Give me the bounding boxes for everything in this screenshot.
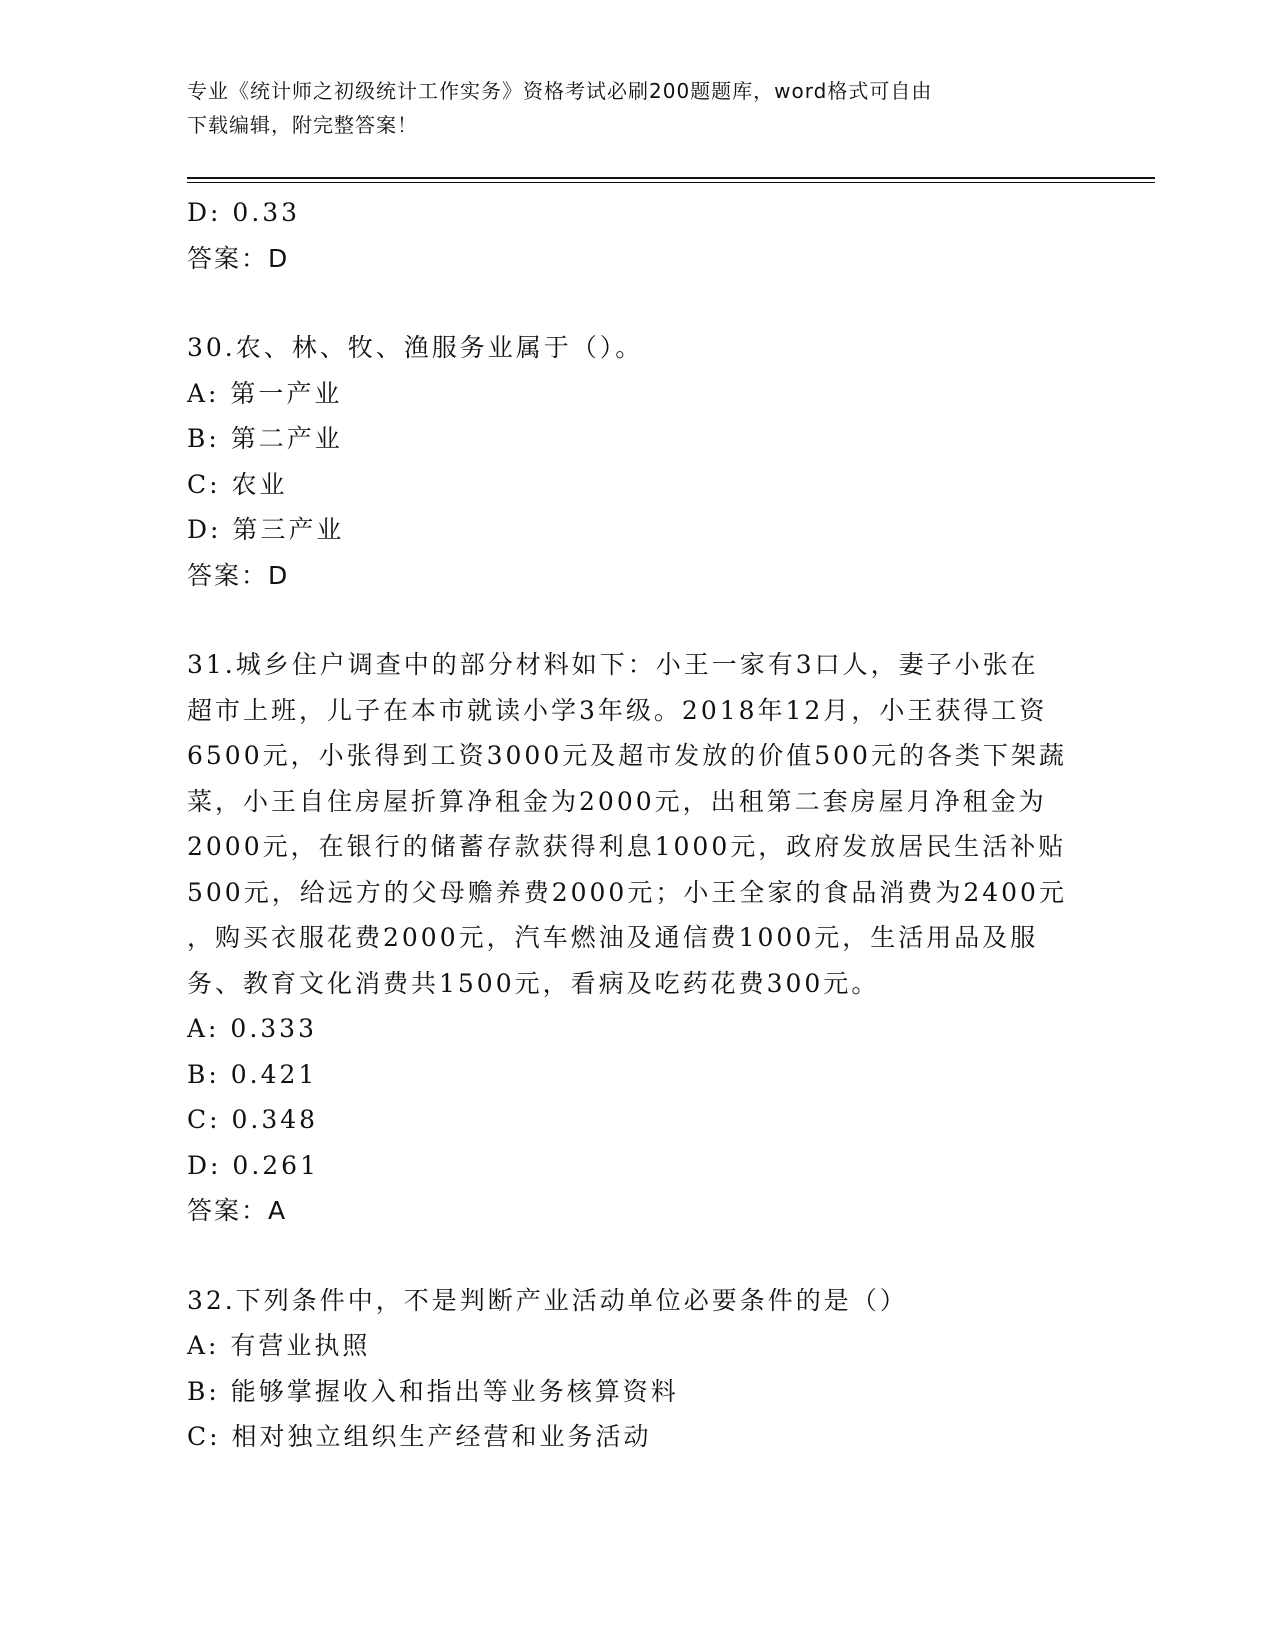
stem-line: 务、教育文化消费共1500元，看病及吃药花费300元。 bbox=[187, 968, 880, 998]
option-c: C: 农业 bbox=[187, 469, 288, 499]
document-header bbox=[187, 74, 1067, 142]
option-b: B: 0.421 bbox=[187, 1059, 318, 1089]
question-30 bbox=[187, 325, 1087, 598]
stem-line: 超市上班，儿子在本市就读小学3年级。2018年12月，小王获得工资 bbox=[187, 695, 1048, 725]
option-d: D: 0.261 bbox=[187, 1150, 319, 1180]
question-stem: 30.农、林、牧、渔服务业属于（）。 bbox=[187, 333, 644, 362]
spacer bbox=[187, 281, 1087, 325]
question-31 bbox=[187, 642, 1087, 1234]
question-stem: 32.下列条件中，不是判断产业活动单位必要条件的是（） bbox=[187, 1285, 908, 1315]
option-d: D: 0.33 bbox=[187, 198, 301, 227]
stem-line: 500元，给远方的父母赡养费2000元；小王全家的食品消费为2400元 bbox=[187, 877, 1067, 907]
header-divider-thin bbox=[187, 182, 1155, 183]
option-c: C: 相对独立组织生产经营和业务活动 bbox=[187, 1422, 652, 1451]
stem-line: 6500元，小张得到工资3000元及超市发放的价值500元的各类下架蔬 bbox=[187, 741, 1067, 770]
spacer bbox=[187, 1234, 1087, 1278]
stem-line: 2000元，在银行的储蓄存款获得利息1000元，政府发放居民生活补贴 bbox=[187, 832, 1067, 861]
spacer bbox=[187, 598, 1087, 642]
stem-line: 菜，小王自住房屋折算净租金为2000元，出租第二套房屋月净租金为 bbox=[187, 786, 1047, 816]
header-line-2: 下载编辑，附完整答案！ bbox=[187, 113, 418, 137]
stem-line: 31.城乡住户调查中的部分材料如下：小王一家有3口人，妻子小张在 bbox=[187, 650, 1039, 679]
option-c: C: 0.348 bbox=[187, 1105, 319, 1134]
option-b: B: 能够掌握收入和指出等业务核算资料 bbox=[187, 1376, 679, 1406]
answer: 答案：D bbox=[187, 560, 290, 590]
option-a: A: 0.333 bbox=[187, 1014, 317, 1043]
header-divider-thick bbox=[187, 177, 1155, 179]
answer: 答案：D bbox=[187, 243, 290, 273]
option-a: A: 第一产业 bbox=[187, 378, 343, 408]
question-stem bbox=[187, 642, 1067, 1006]
stem-line: ，购买衣服花费2000元，汽车燃油及通信费1000元，生活用品及服 bbox=[187, 923, 1039, 952]
question-32 bbox=[187, 1278, 1087, 1460]
option-a: A: 有营业执照 bbox=[187, 1331, 371, 1360]
answer: 答案：A bbox=[187, 1196, 288, 1225]
document-body bbox=[187, 190, 1087, 1460]
option-d: D: 第三产业 bbox=[187, 515, 345, 544]
option-b: B: 第二产业 bbox=[187, 424, 343, 453]
header-line-1: 专业《统计师之初级统计工作实务》资格考试必刷200题题库，word格式可自由 bbox=[187, 79, 933, 103]
